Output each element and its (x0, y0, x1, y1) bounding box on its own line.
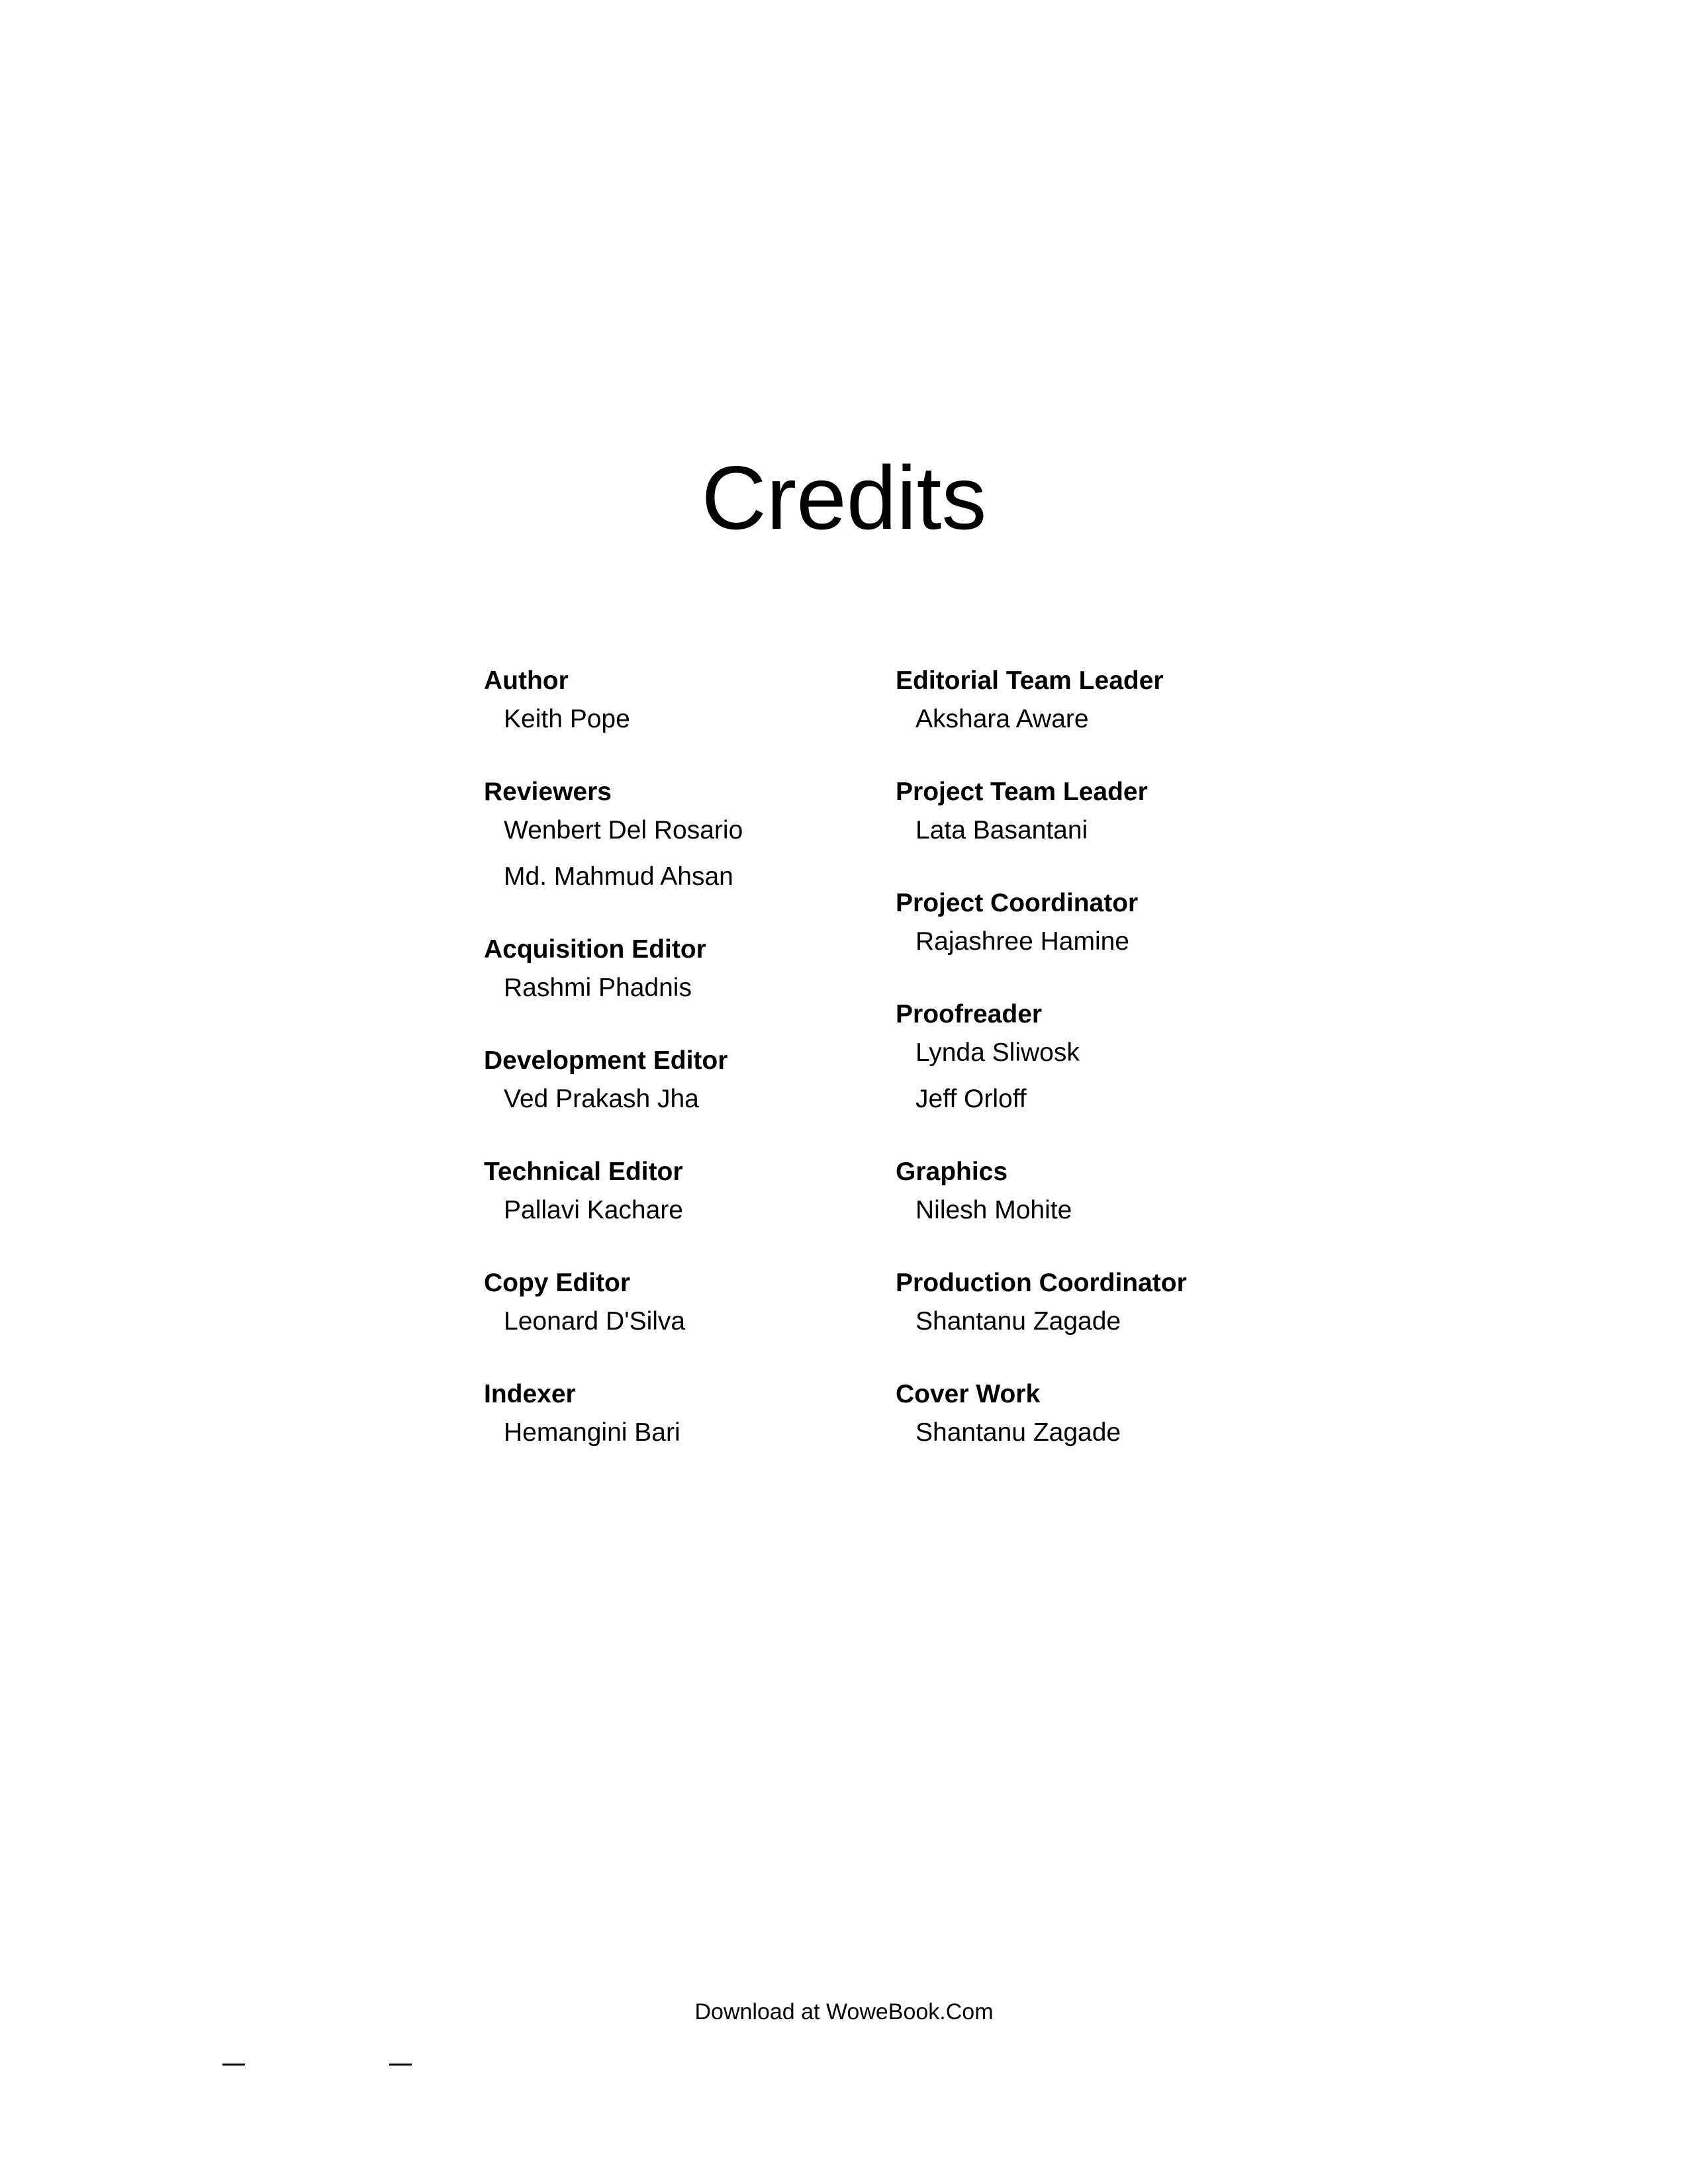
person-name: Leonard D'Silva (504, 1307, 686, 1336)
credit-group-copy-editor (484, 1267, 894, 1338)
footer-dash-left (222, 2064, 245, 2066)
credit-group-acquisition-editor (484, 934, 894, 1004)
person-name: Hemangini Bari (504, 1418, 680, 1447)
person-name: Keith Pope (504, 705, 630, 733)
credit-group-project-team-leader (896, 776, 1306, 846)
credit-group-graphics (896, 1156, 1306, 1226)
person-name: Akshara Aware (915, 705, 1089, 733)
role-label: Editorial Team Leader (896, 666, 1164, 695)
role-label: Author (484, 666, 569, 695)
footer-dash-right (389, 2064, 412, 2066)
person-name: Rajashree Hamine (915, 927, 1129, 956)
credit-group-technical-editor (484, 1156, 894, 1226)
person-name: Ved Prakash Jha (504, 1085, 699, 1113)
credit-group-project-coordinator (896, 887, 1306, 958)
person-name: Nilesh Mohite (915, 1196, 1072, 1224)
person-name: Shantanu Zagade (915, 1307, 1121, 1336)
person-name: Md. Mahmud Ahsan (504, 862, 733, 891)
role-label: Copy Editor (484, 1269, 630, 1297)
role-label: Reviewers (484, 778, 612, 806)
download-footer: Download at WoweBook.Com (694, 1999, 994, 2025)
credit-group-production-coordinator (896, 1267, 1306, 1338)
credits-right-column (896, 665, 1306, 1490)
role-label: Project Coordinator (896, 889, 1139, 917)
role-label: Acquisition Editor (484, 935, 706, 964)
role-label: Production Coordinator (896, 1269, 1187, 1297)
credit-group-proofreader (896, 999, 1306, 1115)
role-label: Technical Editor (484, 1158, 683, 1186)
person-name: Pallavi Kachare (504, 1196, 683, 1224)
person-name: Shantanu Zagade (915, 1418, 1121, 1447)
credit-group-cover-work (896, 1379, 1306, 1449)
page-title: Credits (701, 447, 987, 548)
person-name: Jeff Orloff (915, 1085, 1027, 1113)
role-label: Cover Work (896, 1380, 1041, 1408)
role-label: Graphics (896, 1158, 1008, 1186)
credit-group-reviewers (484, 776, 894, 893)
person-name: Wenbert Del Rosario (504, 816, 743, 844)
credit-group-indexer (484, 1379, 894, 1449)
credit-group-editorial-team-leader (896, 665, 1306, 735)
person-name: Lata Basantani (915, 816, 1088, 844)
credit-group-author (484, 665, 894, 735)
role-label: Proofreader (896, 1000, 1043, 1028)
person-name: Rashmi Phadnis (504, 974, 692, 1002)
credit-group-development-editor (484, 1045, 894, 1115)
role-label: Indexer (484, 1380, 576, 1408)
role-label: Development Editor (484, 1046, 728, 1075)
credits-left-column (484, 665, 894, 1490)
role-label: Project Team Leader (896, 778, 1148, 806)
person-name: Lynda Sliwosk (915, 1038, 1080, 1067)
